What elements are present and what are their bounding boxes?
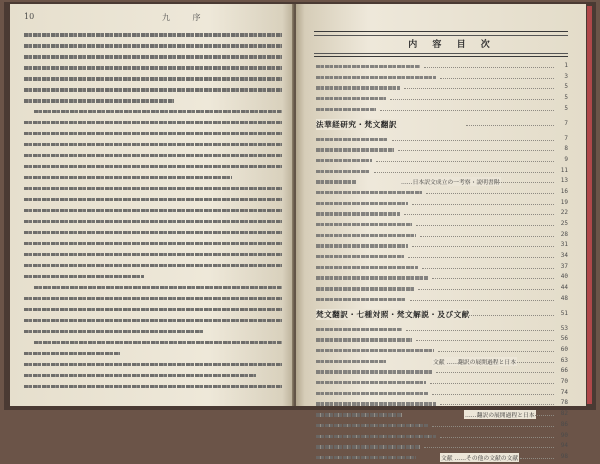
text-line xyxy=(24,261,282,271)
text-line-ink xyxy=(24,352,120,356)
text-line-ink xyxy=(24,385,282,389)
toc-leader-dots xyxy=(412,204,554,205)
toc-leader-dots xyxy=(424,67,554,68)
toc-leader-dots xyxy=(416,225,554,226)
toc-leader-dots xyxy=(410,300,554,301)
toc-leader-dots xyxy=(466,315,554,316)
toc-section-label: 梵文翻訳・七種対照・梵文解説・及び文献 xyxy=(316,310,470,320)
toc-leader-dots xyxy=(520,458,554,459)
toc-entry xyxy=(316,220,568,229)
toc-leader-dots xyxy=(496,182,554,183)
toc-entry-text xyxy=(316,180,356,183)
toc-page-number: 63 xyxy=(560,356,568,364)
toc-entry-text xyxy=(316,360,386,363)
toc-page-number: 9 xyxy=(564,155,568,163)
toc-leader-dots xyxy=(440,437,554,438)
toc-entry-text xyxy=(316,338,412,341)
toc-page-number: 66 xyxy=(560,367,568,375)
toc-page-number: 74 xyxy=(560,388,568,396)
toc-entry xyxy=(316,421,568,430)
toc-leader-dots xyxy=(420,236,554,237)
toc-entry-text xyxy=(316,276,428,279)
toc-entry-text xyxy=(316,392,428,395)
text-line xyxy=(24,41,282,51)
toc-entry-subtitle: 文献 ……翻訳の展開過程と日本 xyxy=(432,357,517,366)
text-line xyxy=(24,228,282,238)
text-line xyxy=(24,338,282,348)
open-book xyxy=(4,2,596,462)
toc-page-number: 34 xyxy=(560,252,568,260)
toc-page-number: 78 xyxy=(560,399,568,407)
toc-entry xyxy=(316,83,568,92)
toc-entry xyxy=(316,346,568,355)
text-line-ink xyxy=(24,198,282,202)
toc-entry-text xyxy=(316,65,420,68)
left-page-number: 10 xyxy=(24,12,35,21)
toc-entry-text xyxy=(316,138,388,141)
text-line xyxy=(24,316,282,326)
toc-entry-text xyxy=(316,370,432,373)
right-page xyxy=(296,4,586,462)
toc-page-number: 16 xyxy=(560,187,568,195)
text-line-ink xyxy=(24,374,256,378)
text-line-ink xyxy=(24,308,282,312)
text-line xyxy=(24,107,282,117)
toc-leader-dots xyxy=(408,257,554,258)
text-line xyxy=(24,206,282,216)
toc-leader-dots xyxy=(517,362,554,363)
toc-entry xyxy=(316,209,568,218)
toc-entry-text xyxy=(316,298,406,301)
toc-leader-dots xyxy=(390,99,554,100)
text-line xyxy=(24,250,282,260)
toc-entry xyxy=(316,335,568,344)
text-line xyxy=(24,184,282,194)
text-line xyxy=(24,360,282,370)
toc-page-number: 28 xyxy=(560,230,568,238)
toc-page-number: 53 xyxy=(560,324,568,332)
text-line xyxy=(24,162,282,172)
toc-page-number: 25 xyxy=(560,220,568,228)
text-line-ink xyxy=(24,319,282,323)
text-line-ink xyxy=(34,341,282,345)
text-line xyxy=(24,195,282,205)
toc-entry xyxy=(316,62,568,71)
toc-leader-dots xyxy=(438,351,554,352)
toc-entry-text xyxy=(316,97,386,100)
text-line-ink xyxy=(24,242,282,246)
title-rule-top xyxy=(314,31,568,32)
toc-page-number: 31 xyxy=(560,241,568,249)
toc-page-number: 44 xyxy=(560,284,568,292)
text-line-ink xyxy=(24,253,282,257)
toc-page-number: 98 xyxy=(560,452,568,460)
toc-leader-dots xyxy=(432,426,554,427)
toc-entry xyxy=(316,432,568,441)
toc-page-number: 8 xyxy=(564,145,568,153)
text-line xyxy=(24,217,282,227)
toc-entry-subtitle: 文献 ……その他の文献の文献 xyxy=(440,453,519,462)
toc-leader-dots xyxy=(404,214,554,215)
toc-entry xyxy=(316,325,568,334)
text-line xyxy=(24,382,282,392)
text-line xyxy=(24,272,282,282)
toc-page-number: 5 xyxy=(564,104,568,112)
toc-page-number: 19 xyxy=(560,198,568,206)
toc-page-number: 86 xyxy=(560,420,568,428)
toc-entry-text xyxy=(316,148,394,151)
text-line-ink xyxy=(24,231,282,235)
text-line-ink xyxy=(24,187,282,191)
toc-entry-text xyxy=(316,349,434,352)
text-line xyxy=(24,96,282,106)
toc-title: 内 容 目 次 xyxy=(408,40,496,50)
toc-entry-text xyxy=(316,202,408,205)
toc-entry xyxy=(316,389,568,398)
toc-leader-dots xyxy=(440,78,554,79)
text-line-ink xyxy=(24,220,282,224)
text-line-ink xyxy=(34,110,282,114)
toc-entry-text xyxy=(316,212,400,215)
toc-page-number: 13 xyxy=(560,177,568,185)
text-line xyxy=(24,151,282,161)
toc-entry-text xyxy=(316,402,436,405)
toc-leader-dots xyxy=(426,193,554,194)
text-line xyxy=(24,173,282,183)
text-line-ink xyxy=(24,176,232,180)
title-rule-bottom-thin xyxy=(314,53,568,54)
toc-entry-text xyxy=(316,86,400,89)
toc-entry xyxy=(316,94,568,103)
toc-leader-dots xyxy=(418,289,554,290)
toc-entry xyxy=(316,399,568,408)
text-line xyxy=(24,30,282,40)
text-line xyxy=(24,140,282,150)
text-line-ink xyxy=(24,77,282,81)
toc-leader-dots xyxy=(376,161,554,162)
toc-leader-dots xyxy=(424,447,554,448)
left-page-body-text xyxy=(24,30,282,392)
toc-page-number: 94 xyxy=(560,442,568,450)
toc-leader-dots xyxy=(432,278,554,279)
toc-entry xyxy=(316,231,568,240)
toc-entry-text xyxy=(316,445,420,448)
toc-entry-text xyxy=(316,170,370,173)
toc-entry-text xyxy=(316,413,402,416)
toc-entry xyxy=(316,199,568,208)
toc-entry xyxy=(316,295,568,304)
text-line xyxy=(24,327,282,337)
text-line xyxy=(24,283,282,293)
toc-entry xyxy=(316,263,568,272)
toc-section-heading xyxy=(316,310,568,319)
toc-entry-text xyxy=(316,76,436,79)
toc-entry-text xyxy=(316,381,426,384)
toc-leader-dots xyxy=(380,110,554,111)
toc-entry-subtitle: ……日本訳文成立の一考察・説明書附 xyxy=(400,177,501,186)
title-rule-bottom xyxy=(314,56,568,57)
text-line xyxy=(24,52,282,62)
toc-entry-text xyxy=(316,191,422,194)
text-line-ink xyxy=(24,363,282,367)
toc-page-number: 60 xyxy=(560,346,568,353)
toc-entry-text xyxy=(316,328,402,331)
text-line-ink xyxy=(24,33,282,37)
toc-section-heading xyxy=(316,120,568,129)
toc-entry-text xyxy=(316,255,404,258)
toc-leader-dots xyxy=(440,404,554,405)
text-line-ink xyxy=(24,66,282,70)
toc-page-number: 5 xyxy=(564,83,568,91)
toc-entry-text xyxy=(316,287,414,290)
toc-page-number: 37 xyxy=(560,262,568,270)
toc-leader-dots xyxy=(406,330,554,331)
toc-entry xyxy=(316,252,568,261)
toc-leader-dots xyxy=(412,246,554,247)
toc-leader-dots xyxy=(436,372,554,373)
toc-leader-dots xyxy=(533,415,554,416)
toc-page-number: 7 xyxy=(564,120,568,128)
text-line-ink xyxy=(24,264,282,268)
toc-page-number: 48 xyxy=(560,294,568,302)
text-line xyxy=(24,294,282,304)
toc-entry-subtitle: ……翻訳の展開過程と日本 xyxy=(464,410,536,419)
toc-section-label: 法華経研究・梵文翻訳 xyxy=(316,120,397,130)
toc-entry-text xyxy=(316,456,416,459)
toc-page-number: 22 xyxy=(560,209,568,217)
text-line xyxy=(24,85,282,95)
toc-page-number: 70 xyxy=(560,378,568,386)
toc-entry xyxy=(316,378,568,387)
toc-page-number: 1 xyxy=(564,62,568,69)
toc-entry xyxy=(316,357,568,366)
toc-entry-text xyxy=(316,266,418,269)
text-line-ink xyxy=(24,275,144,279)
book-edge-binding xyxy=(587,6,592,404)
toc-entry xyxy=(316,453,568,462)
toc-entry xyxy=(316,156,568,165)
text-line xyxy=(24,349,282,359)
toc-page-number: 56 xyxy=(560,335,568,343)
text-line-ink xyxy=(24,55,282,59)
toc-entry xyxy=(316,73,568,82)
toc-entry xyxy=(316,442,568,451)
left-running-title: 九 序 xyxy=(162,13,211,22)
text-line xyxy=(24,118,282,128)
toc-page-number: 82 xyxy=(560,410,568,418)
text-line-ink xyxy=(24,88,282,92)
toc-leader-dots xyxy=(422,268,554,269)
text-line xyxy=(24,371,282,381)
toc-leader-dots xyxy=(392,140,554,141)
toc-leader-dots xyxy=(430,383,554,384)
text-line-ink xyxy=(34,286,282,290)
toc-entry-text xyxy=(316,244,408,247)
toc-leader-dots xyxy=(466,125,554,126)
toc-page-number: 40 xyxy=(560,273,568,281)
toc-entry-text xyxy=(316,108,376,111)
text-line-ink xyxy=(24,99,174,103)
toc-entry xyxy=(316,167,568,176)
text-line-ink xyxy=(24,297,282,301)
text-line-ink xyxy=(24,330,204,334)
text-line-ink xyxy=(24,44,282,48)
text-line xyxy=(24,63,282,73)
text-line xyxy=(24,239,282,249)
toc-entry xyxy=(316,273,568,282)
toc-entry xyxy=(316,241,568,250)
toc-entry xyxy=(316,105,568,114)
toc-leader-dots xyxy=(432,394,554,395)
text-line-ink xyxy=(24,132,282,136)
toc-entry-text xyxy=(316,424,428,427)
toc-page-number: 5 xyxy=(564,94,568,102)
text-line-ink xyxy=(24,154,282,158)
toc-entry-text xyxy=(316,223,412,226)
toc-page-number: 51 xyxy=(560,310,568,318)
toc-entry-text xyxy=(316,234,416,237)
text-line-ink xyxy=(24,143,282,147)
toc-entry xyxy=(316,284,568,293)
title-rule-top-thin xyxy=(314,35,568,36)
toc-entry xyxy=(316,410,568,419)
text-line-ink xyxy=(24,209,282,213)
toc-entry xyxy=(316,367,568,376)
left-page xyxy=(10,4,294,406)
toc-leader-dots xyxy=(374,172,554,173)
toc-entry xyxy=(316,135,568,144)
text-line xyxy=(24,74,282,84)
toc-page-number: 90 xyxy=(560,431,568,439)
left-page-header xyxy=(24,12,282,26)
toc-leader-dots xyxy=(404,88,554,89)
toc-page-number: 11 xyxy=(560,166,568,174)
toc-entry xyxy=(316,177,568,186)
toc-entry xyxy=(316,188,568,197)
toc-leader-dots xyxy=(398,150,554,151)
toc-entry-text xyxy=(316,159,372,162)
toc-entry-text xyxy=(316,435,436,438)
toc-entry xyxy=(316,145,568,154)
text-line-ink xyxy=(24,165,282,169)
toc-page-number: 7 xyxy=(564,134,568,142)
text-line-ink xyxy=(24,121,282,125)
text-line xyxy=(24,129,282,139)
toc-leader-dots xyxy=(416,340,554,341)
toc-page-number: 3 xyxy=(564,72,568,80)
table-of-contents xyxy=(316,62,568,464)
text-line xyxy=(24,305,282,315)
